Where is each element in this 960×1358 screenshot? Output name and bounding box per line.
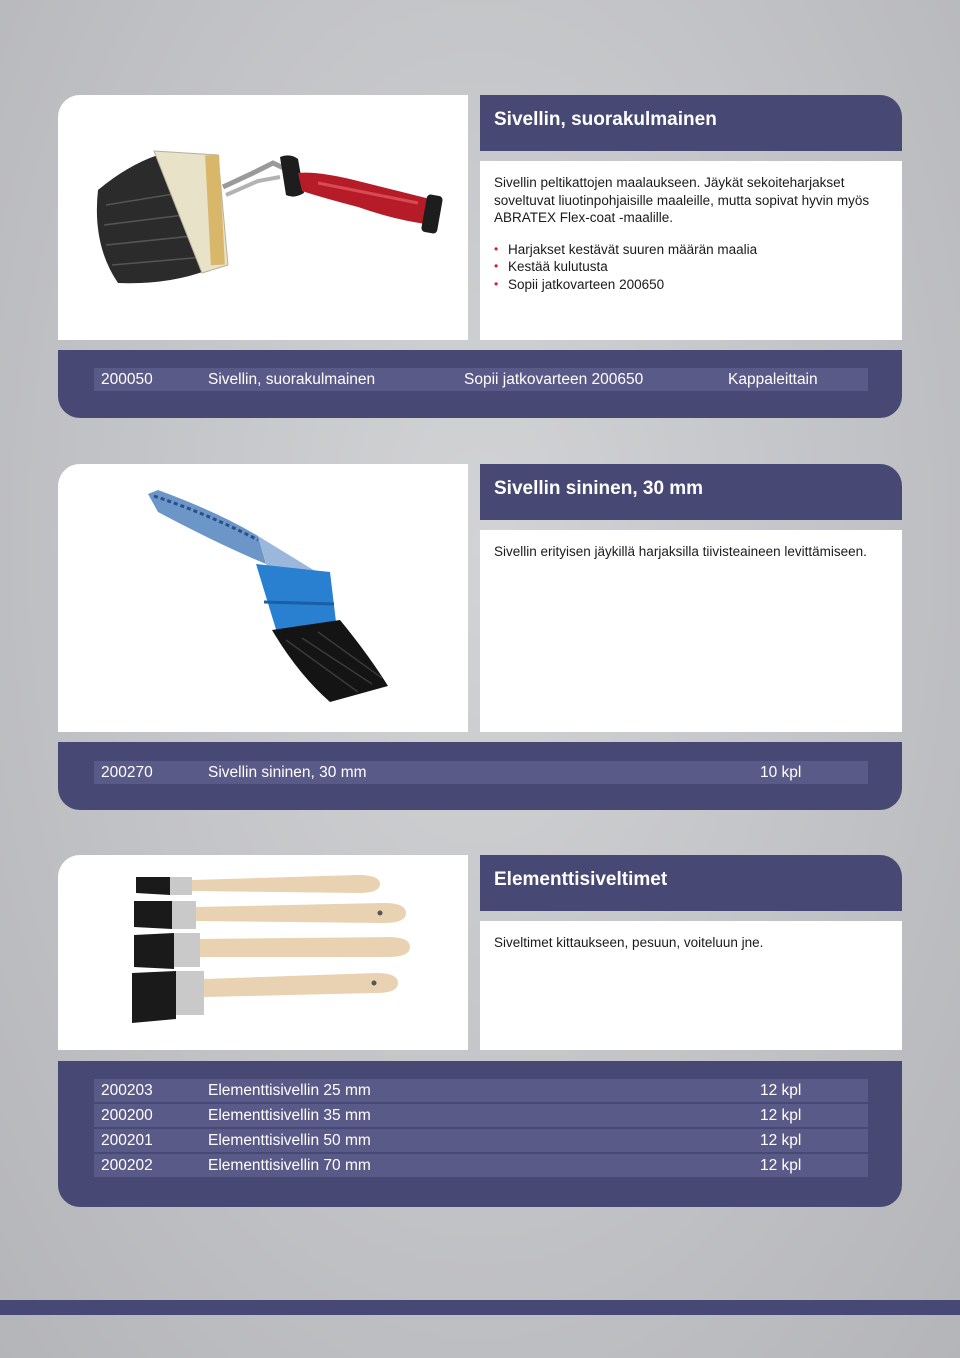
footer-band [0, 1300, 960, 1315]
product-table [58, 1061, 902, 1207]
product-photo-panel [58, 855, 468, 1050]
product-name: Sivellin, suorakulmainen [208, 371, 376, 388]
product-title: Sivellin sininen, 30 mm [480, 464, 902, 520]
product-description: Sivellin erityisen jäykillä harjaksilla tiivisteaineen levittämiseen. [494, 544, 867, 559]
table-row [94, 1079, 868, 1102]
product-code: 200050 [101, 371, 153, 388]
product-title: Sivellin, suorakulmainen [480, 95, 902, 151]
product-table [58, 350, 902, 418]
product-code: 200203 [101, 1082, 153, 1099]
product-title: Elementtisiveltimet [480, 855, 902, 911]
feature-item: • Sopii jatkovarteen 200650 [494, 276, 665, 292]
product-description: Sivellin peltikattojen maalaukseen. Jäykät sekoiteharjakset soveltuvat liuotinpohjaisille maaleille, mutta sopivat hyvin myös ABRATEX Flex-coat -maalille. [494, 175, 870, 225]
product-unit: 12 kpl [760, 1107, 802, 1124]
product-photo-panel [58, 464, 468, 732]
product-table [58, 742, 902, 810]
product-description-panel [480, 921, 902, 1050]
product-note: Sopii jatkovarteen 200650 [464, 371, 644, 388]
product-section-angled-brush [58, 95, 902, 418]
feature-item: • Kestää kulutusta [494, 259, 608, 274]
product-name: Elementtisivellin 35 mm [208, 1107, 371, 1124]
feature-list [494, 241, 888, 294]
bullet-icon: • [494, 276, 499, 291]
product-description-panel [480, 530, 902, 732]
product-name: Elementtisivellin 70 mm [208, 1157, 371, 1174]
wooden-brushes-photo [58, 855, 468, 1050]
blue-brush-photo [58, 464, 468, 732]
table-row [94, 1104, 868, 1127]
feature-item: • Harjakset kestävät suuren määrän maalia [494, 241, 758, 257]
product-code: 200202 [101, 1157, 153, 1174]
bullet-icon: • [494, 259, 499, 273]
table-row [94, 1154, 868, 1177]
product-unit: Kappaleittain [728, 371, 818, 388]
product-unit: 12 kpl [760, 1082, 802, 1099]
product-photo-panel [58, 95, 468, 340]
table-row [94, 761, 868, 784]
bullet-icon: • [494, 241, 499, 256]
product-section-blue-brush [58, 464, 902, 810]
table-row [94, 1129, 868, 1152]
product-code: 200200 [101, 1107, 153, 1124]
product-description-panel [480, 161, 902, 340]
product-unit: 12 kpl [760, 1157, 802, 1174]
product-name: Elementtisivellin 50 mm [208, 1132, 371, 1149]
product-name: Sivellin sininen, 30 mm [208, 764, 367, 781]
product-unit: 10 kpl [760, 764, 802, 781]
product-code: 200201 [101, 1132, 153, 1149]
product-name: Elementtisivellin 25 mm [208, 1082, 371, 1099]
product-section-element-brushes [58, 855, 902, 1207]
table-row [94, 368, 868, 391]
angled-brush-photo [58, 95, 468, 340]
product-description: Siveltimet kittaukseen, pesuun, voiteluun jne. [494, 935, 764, 950]
product-code: 200270 [101, 764, 153, 781]
product-unit: 12 kpl [760, 1132, 802, 1149]
